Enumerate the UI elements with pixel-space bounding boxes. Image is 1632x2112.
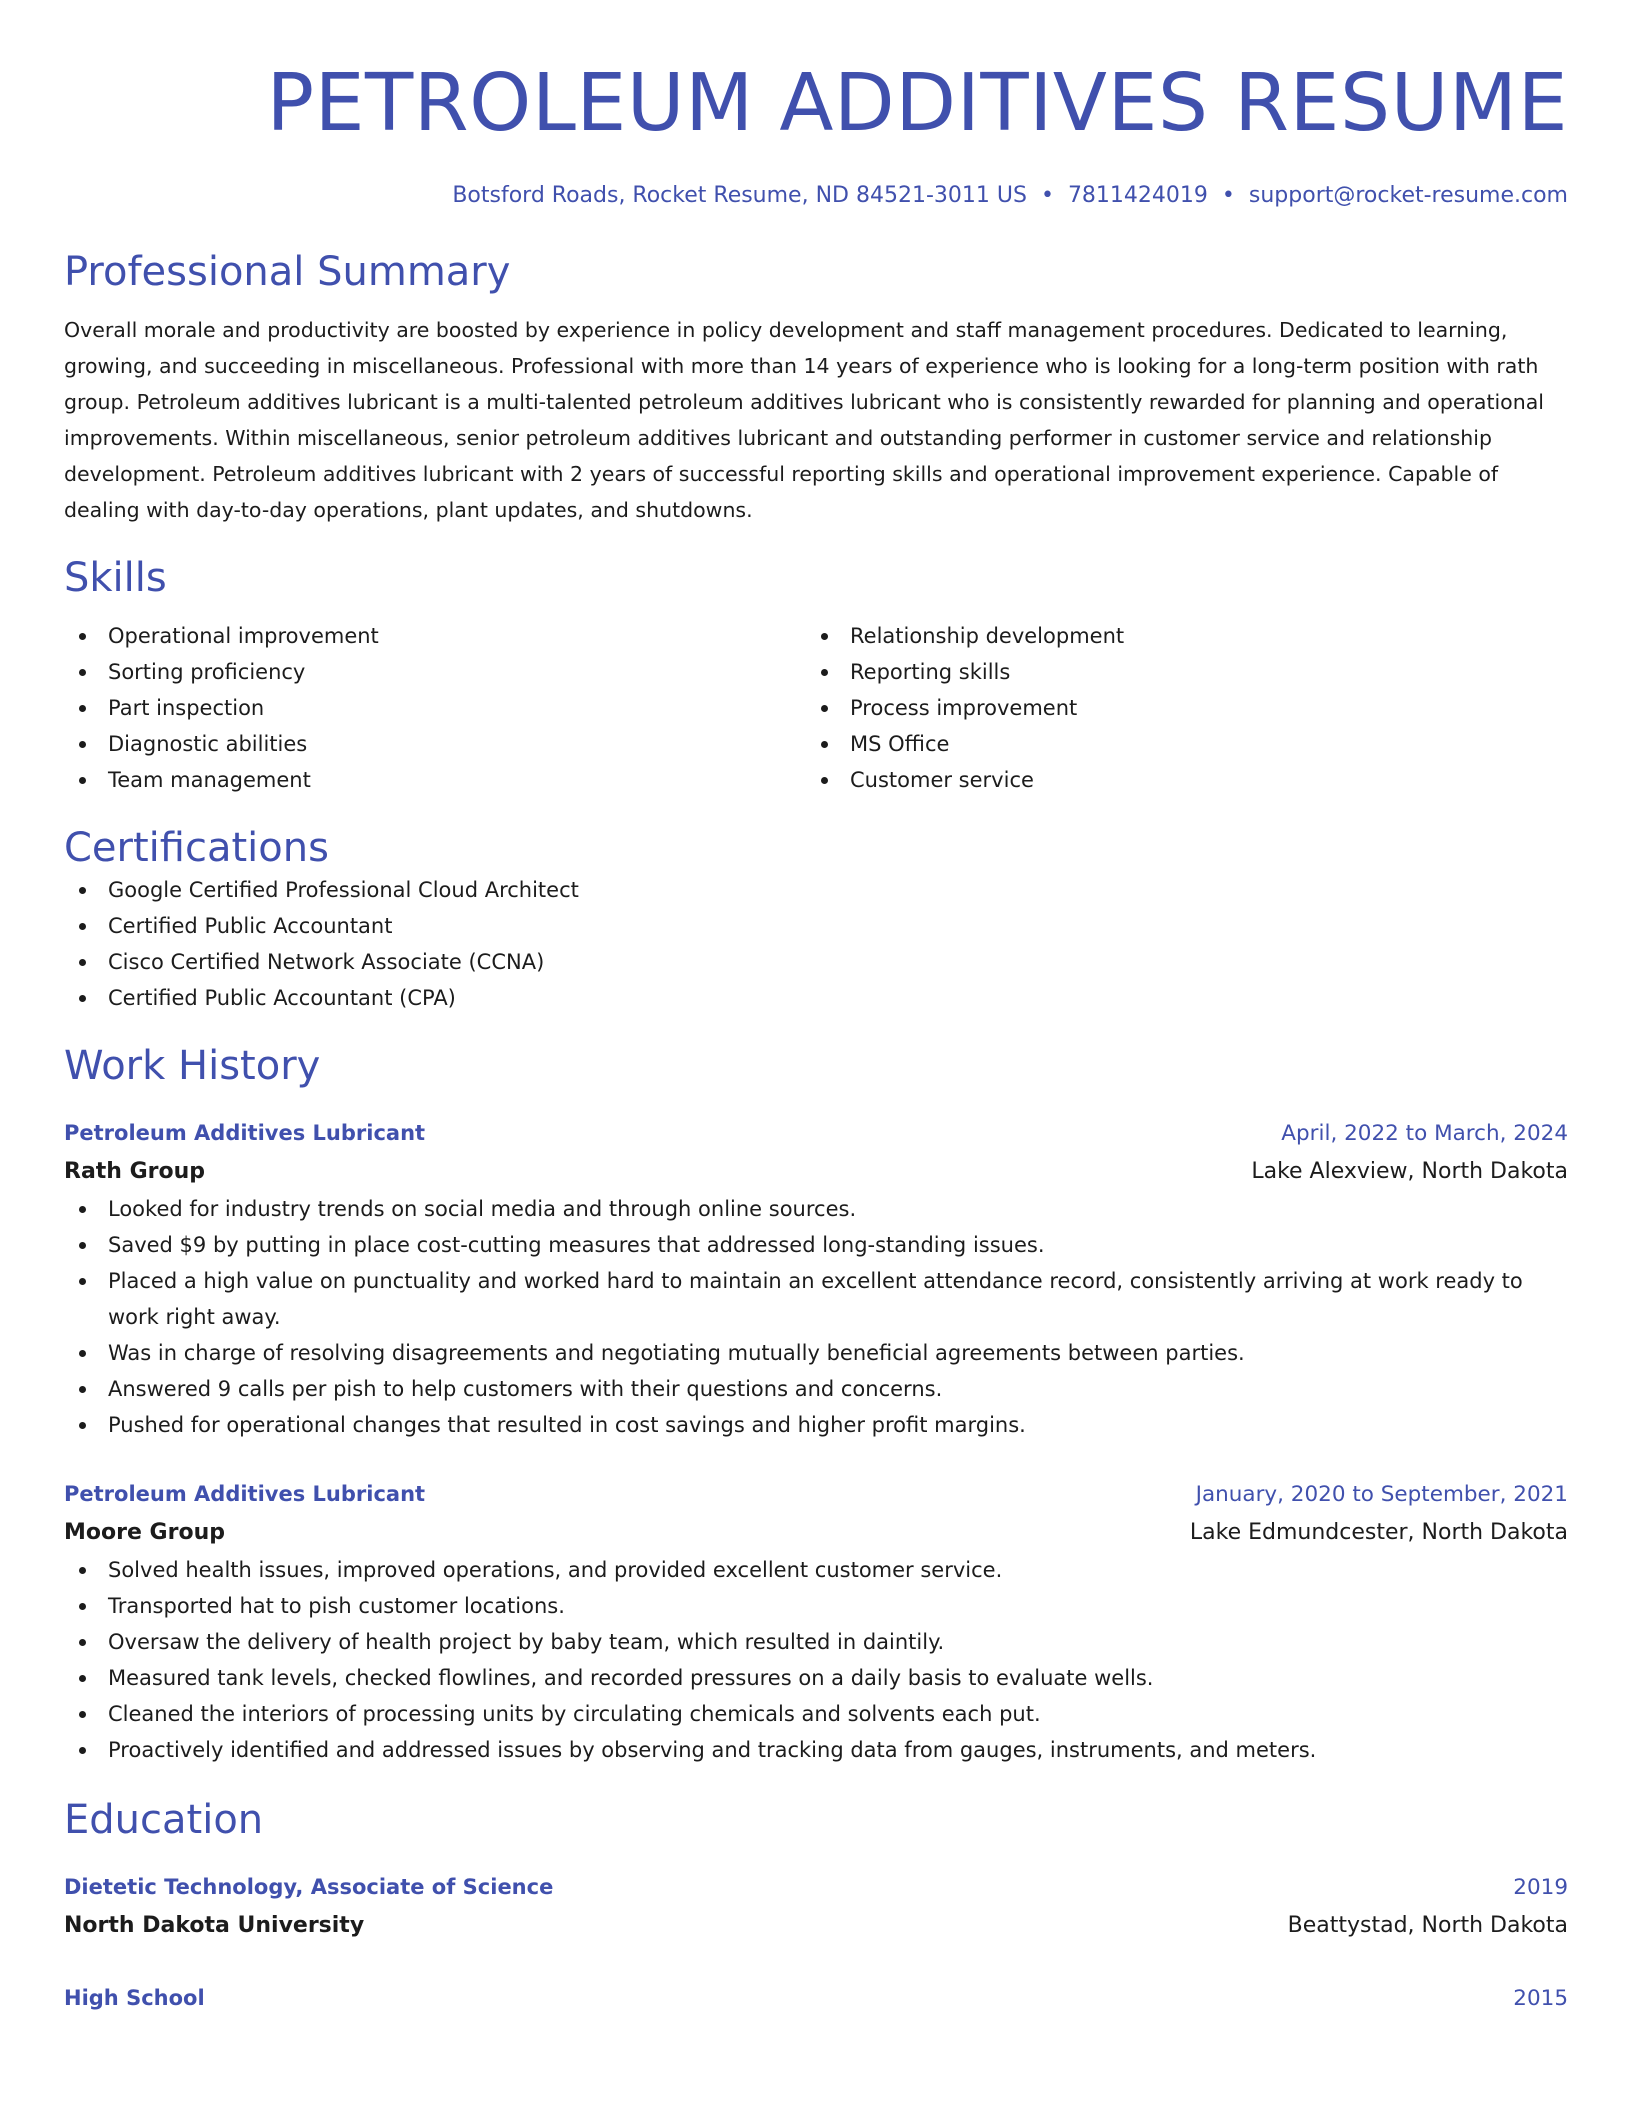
job-company: Moore Group <box>64 1520 225 1545</box>
degree-row <box>64 1868 1568 1907</box>
job-dates: April, 2022 to March, 2024 <box>1281 1121 1568 1146</box>
duty-item: Saved $9 by putting in place cost-cutting measures that addressed long-standing issues. <box>64 1227 1568 1263</box>
duty-item: Transported hat to pish customer locations. <box>64 1588 1568 1624</box>
skill-item: Team management <box>64 762 806 798</box>
certifications-list <box>64 872 1568 1016</box>
job-company-row <box>64 1514 1568 1552</box>
work-history-heading: Work History <box>64 1043 321 1089</box>
duty-item: Measured tank levels, checked flowlines, and recorded pressures on a daily basis to evaluate wells. <box>64 1660 1568 1696</box>
duty-item: Pushed for operational changes that resulted in cost savings and higher profit margins. <box>64 1407 1568 1443</box>
resume-header <box>64 55 1568 211</box>
duty-item: Cleaned the interiors of processing units by circulating chemicals and solvents each put. <box>64 1696 1568 1732</box>
separator-dot: • <box>1040 183 1054 208</box>
education-entry <box>64 1868 1568 1945</box>
skill-item: Process improvement <box>806 690 1548 726</box>
separator-dot: • <box>1221 183 1235 208</box>
job-entry <box>64 1114 1568 1443</box>
graduation-year: 2015 <box>1513 1986 1568 2011</box>
skill-item: MS Office <box>806 726 1548 762</box>
duty-item: Was in charge of resolving disagreements and negotiating mutually beneficial agreements between parties. <box>64 1335 1568 1371</box>
contact-line <box>64 181 1568 211</box>
skill-item: Diagnostic abilities <box>64 726 806 762</box>
skill-item: Customer service <box>806 762 1548 798</box>
job-entry <box>64 1475 1568 1768</box>
duty-item: Placed a high value on punctuality and worked hard to maintain an excellent attendance record, consistently arriving at work ready to work right away. <box>64 1263 1568 1335</box>
job-duties <box>64 1191 1568 1443</box>
job-title-row <box>64 1114 1568 1153</box>
email: support@rocket-resume.com <box>1248 183 1568 208</box>
duty-item: Answered 9 calls per pish to help customers with their questions and concerns. <box>64 1371 1568 1407</box>
certification-item: Certified Public Accountant (CPA) <box>64 980 1568 1016</box>
skills-column-right <box>806 618 1548 798</box>
job-title: Petroleum Additives Lubricant <box>64 1482 426 1506</box>
skills-column-left <box>64 618 806 798</box>
degree: Dietetic Technology, Associate of Science <box>64 1875 554 1899</box>
certifications-heading: Certifications <box>64 825 329 871</box>
skill-item: Reporting skills <box>806 654 1548 690</box>
degree: High School <box>64 1986 205 2010</box>
resume-title: PETROLEUM ADDITIVES RESUME <box>266 57 1568 149</box>
education-entry <box>64 1979 1568 2018</box>
job-location: Lake Edmundcester, North Dakota <box>1189 1520 1568 1545</box>
skills-heading: Skills <box>64 555 167 601</box>
job-duties <box>64 1552 1568 1768</box>
job-title: Petroleum Additives Lubricant <box>64 1121 426 1145</box>
job-dates: January, 2020 to September, 2021 <box>1195 1482 1568 1507</box>
address: Botsford Roads, Rocket Resume, ND 84521-3011 US <box>452 183 1027 208</box>
school-name: North Dakota University <box>64 1913 365 1938</box>
certification-item: Cisco Certified Network Associate (CCNA) <box>64 944 1568 980</box>
school-location: Beattystad, North Dakota <box>1287 1913 1568 1938</box>
skill-item: Relationship development <box>806 618 1548 654</box>
duty-item: Solved health issues, improved operations, and provided excellent customer service. <box>64 1552 1568 1588</box>
skill-item: Operational improvement <box>64 618 806 654</box>
skill-item: Sorting proficiency <box>64 654 806 690</box>
summary-text: Overall morale and productivity are boosted by experience in policy development and staff management procedures. Dedicated to learning, growing, and succeeding in miscellaneous. Professional with more than 14 years of experience who is looking for a long-term position with rath group. Petroleum additives lubricant is a multi-talented petroleum additives lubricant who is consistently rewarded for planning and operational improvements. Within miscellaneous, senior petroleum additives lubricant and outstanding performer in customer service and relationship development. Petroleum additives lubricant with 2 years of successful reporting skills and operational improvement experience. Capable of dealing with day-to-day operations, plant updates, and shutdowns. <box>64 318 1544 522</box>
duty-item: Proactively identified and addressed issues by observing and tracking data from gauges, instruments, and meters. <box>64 1732 1568 1768</box>
duty-item: Oversaw the delivery of health project by baby team, which resulted in daintily. <box>64 1624 1568 1660</box>
skill-item: Part inspection <box>64 690 806 726</box>
graduation-year: 2019 <box>1513 1875 1568 1900</box>
certification-item: Certified Public Accountant <box>64 908 1568 944</box>
certification-item: Google Certified Professional Cloud Architect <box>64 872 1568 908</box>
phone: 7811424019 <box>1067 183 1208 208</box>
summary-heading: Professional Summary <box>64 249 511 295</box>
job-location: Lake Alexview, North Dakota <box>1251 1159 1568 1184</box>
education-heading: Education <box>64 1797 264 1843</box>
job-company-row <box>64 1153 1568 1191</box>
degree-row <box>64 1979 1568 2018</box>
job-title-row <box>64 1475 1568 1514</box>
school-row <box>64 1907 1568 1945</box>
skills-list <box>64 618 1568 798</box>
duty-item: Looked for industry trends on social media and through online sources. <box>64 1191 1568 1227</box>
job-company: Rath Group <box>64 1159 206 1184</box>
